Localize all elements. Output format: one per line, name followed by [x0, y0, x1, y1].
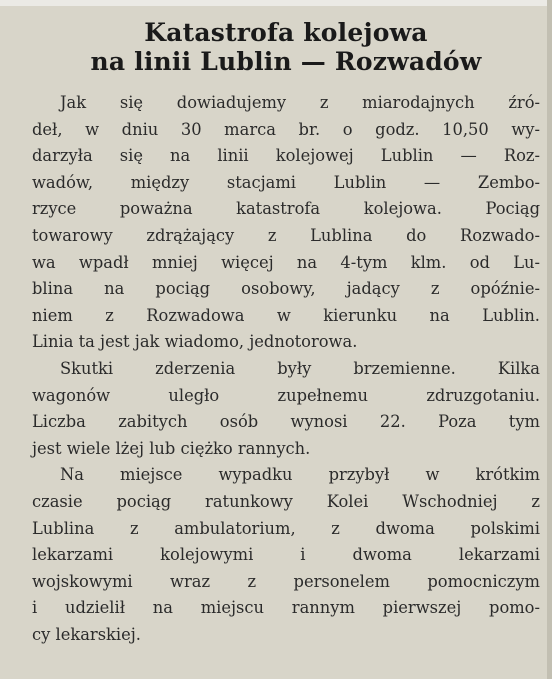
- article-headline: [32, 18, 540, 76]
- headline-line-1: Katastrofa kolejowa: [144, 18, 428, 47]
- article: [32, 18, 540, 648]
- text-line: rzyce poważna katastrofa kolejowa. Pociąg: [32, 199, 540, 219]
- text-line: niem z Rozwadowa w kierunku na Lublin.: [32, 305, 540, 325]
- text-line: i udzielił na miejscu rannym pierwszej pomo-: [32, 598, 540, 618]
- text-line: Na miejsce wypadku przybył w krótkim: [60, 465, 540, 485]
- article-body: [32, 90, 540, 648]
- paragraph-1: [32, 90, 540, 356]
- text-line: cy lekarskiej.: [32, 624, 141, 644]
- paper-right-edge: [547, 0, 552, 679]
- text-line: deł, w dniu 30 marca br. o godz. 10,50 wy-: [32, 119, 540, 139]
- text-line: darzyła się na linii kolejowej Lublin — Roz-: [32, 146, 540, 166]
- text-line: wadów, między stacjami Lublin — Zembo-: [32, 172, 540, 192]
- text-line: Linia ta jest jak wiadomo, jednotorowa.: [32, 332, 358, 352]
- headline-line-2: na linii Lublin — Rozwadów: [90, 47, 482, 76]
- text-line: lekarzami kolejowymi i dwoma lekarzami: [32, 545, 540, 565]
- text-line: jest wiele lżej lub ciężko rannych.: [32, 438, 311, 458]
- text-line: wojskowymi wraz z personelem pomocniczym: [32, 571, 540, 591]
- paragraph-2: [32, 356, 540, 462]
- text-line: Lublina z ambulatorium, z dwoma polskimi: [32, 518, 540, 538]
- text-line: towarowy zdrążający z Lublina do Rozwado-: [32, 225, 540, 245]
- text-line: Jak się dowiadujemy z miarodajnych źró-: [60, 93, 540, 112]
- text-line: Skutki zderzenia były brzemienne. Kilka: [60, 358, 540, 378]
- text-line: wagonów uległo zupełnemu zdruzgotaniu.: [32, 385, 540, 405]
- paragraph-3: [32, 462, 540, 648]
- paper-top-edge: [0, 0, 552, 6]
- text-line: czasie pociąg ratunkowy Kolei Wschodniej z: [32, 491, 540, 511]
- text-line: blina na pociąg osobowy, jadący z opóźnie-: [32, 279, 540, 299]
- text-line: wa wpadł mniej więcej na 4-tym klm. od Lu-: [32, 252, 540, 272]
- text-line: Liczba zabitych osób wynosi 22. Poza tym: [32, 412, 540, 432]
